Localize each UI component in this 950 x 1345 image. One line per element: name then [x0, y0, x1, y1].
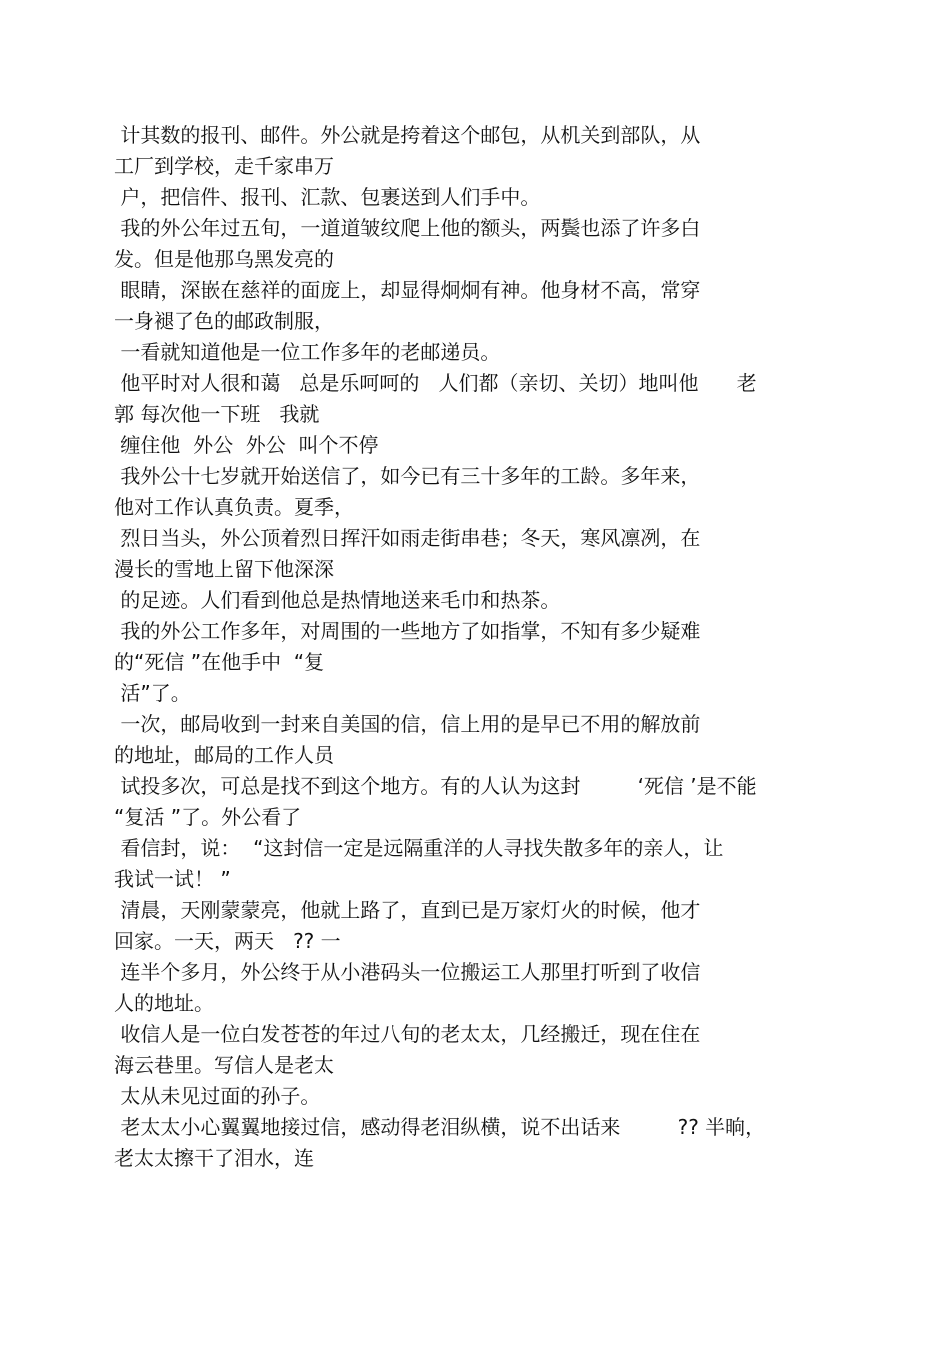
text-line: 烈日当头，外公顶着烈日挥汗如雨走街串巷；冬天，寒风凛冽，在: [114, 526, 701, 550]
text-line: 老太太小心翼翼地接过信，感动得老泪纵横，说不出话来 ?? 半晌，: [114, 1115, 766, 1139]
text-line: 连半个多月，外公终于从小港码头一位搬运工人那里打听到了收信: [114, 960, 701, 984]
text-line: 收信人是一位白发苍苍的年过八旬的老太太，几经搬迁，现在住在: [114, 1022, 701, 1046]
text-line: 我的外公工作多年，对周围的一些地方了如指掌，不知有多少疑难: [114, 619, 701, 643]
text-line: 人的地址。: [114, 991, 214, 1015]
text-line: 我外公十七岁就开始送信了，如今已有三十多年的工龄。多年来，: [114, 464, 701, 488]
text-line: 缠住他 外公 外公 叫个不停: [114, 433, 379, 457]
text-line: 他平时对人很和蔼 总是乐呵呵的 人们都（亲切、关切）地叫他 老: [114, 371, 757, 395]
text-line: 发。但是他那乌黑发亮的: [114, 247, 334, 271]
body-text: [114, 120, 834, 1174]
text-line: 老太太擦干了泪水，连: [114, 1146, 314, 1170]
text-line: 一看就知道他是一位工作多年的老邮递员。: [114, 340, 501, 364]
text-line: 一身褪了色的邮政制服，: [114, 309, 334, 333]
text-line: 户，把信件、报刊、汇款、包裹送到人们手中。: [114, 185, 541, 209]
text-line: 我试一试！ ”: [114, 867, 231, 891]
text-line: 计其数的报刊、邮件。外公就是挎着这个邮包，从机关到部队，从: [114, 123, 701, 147]
text-line: 看信封，说： “这封信一定是远隔重洋的人寻找失散多年的亲人，让: [114, 836, 724, 860]
text-line: 的足迹。人们看到他总是热情地送来毛巾和热茶。: [114, 588, 561, 612]
text-line: 漫长的雪地上留下他深深: [114, 557, 334, 581]
text-line: 太从未见过面的孙子。: [114, 1084, 321, 1108]
text-line: 海云巷里。写信人是老太: [114, 1053, 334, 1077]
text-line: 活”了。: [114, 681, 191, 705]
text-line: 他对工作认真负责。夏季，: [114, 495, 354, 519]
text-line: 的“死信 ”在他手中 “复: [114, 650, 325, 674]
text-line: 眼睛，深嵌在慈祥的面庞上，却显得炯炯有神。他身材不高，常穿: [114, 278, 701, 302]
text-line: 清晨，天刚蒙蒙亮，他就上路了，直到已是万家灯火的时候，他才: [114, 898, 701, 922]
text-line: 我的外公年过五旬，一道道皱纹爬上他的额头，两鬓也添了许多白: [114, 216, 701, 240]
text-line: 回家。一天，两天 ?? 一: [114, 929, 341, 953]
text-line: 郭 每次他一下班 我就: [114, 402, 320, 426]
text-line: 的地址，邮局的工作人员: [114, 743, 334, 767]
text-line: 试投多次，可总是找不到这个地方。有的人认为这封 ‘死信 ’是不能: [114, 774, 757, 798]
text-line: “复活 ”了。外公看了: [114, 805, 302, 829]
text-line: 一次，邮局收到一封来自美国的信，信上用的是早已不用的解放前: [114, 712, 701, 736]
text-line: 工厂到学校，走千家串万: [114, 154, 334, 178]
